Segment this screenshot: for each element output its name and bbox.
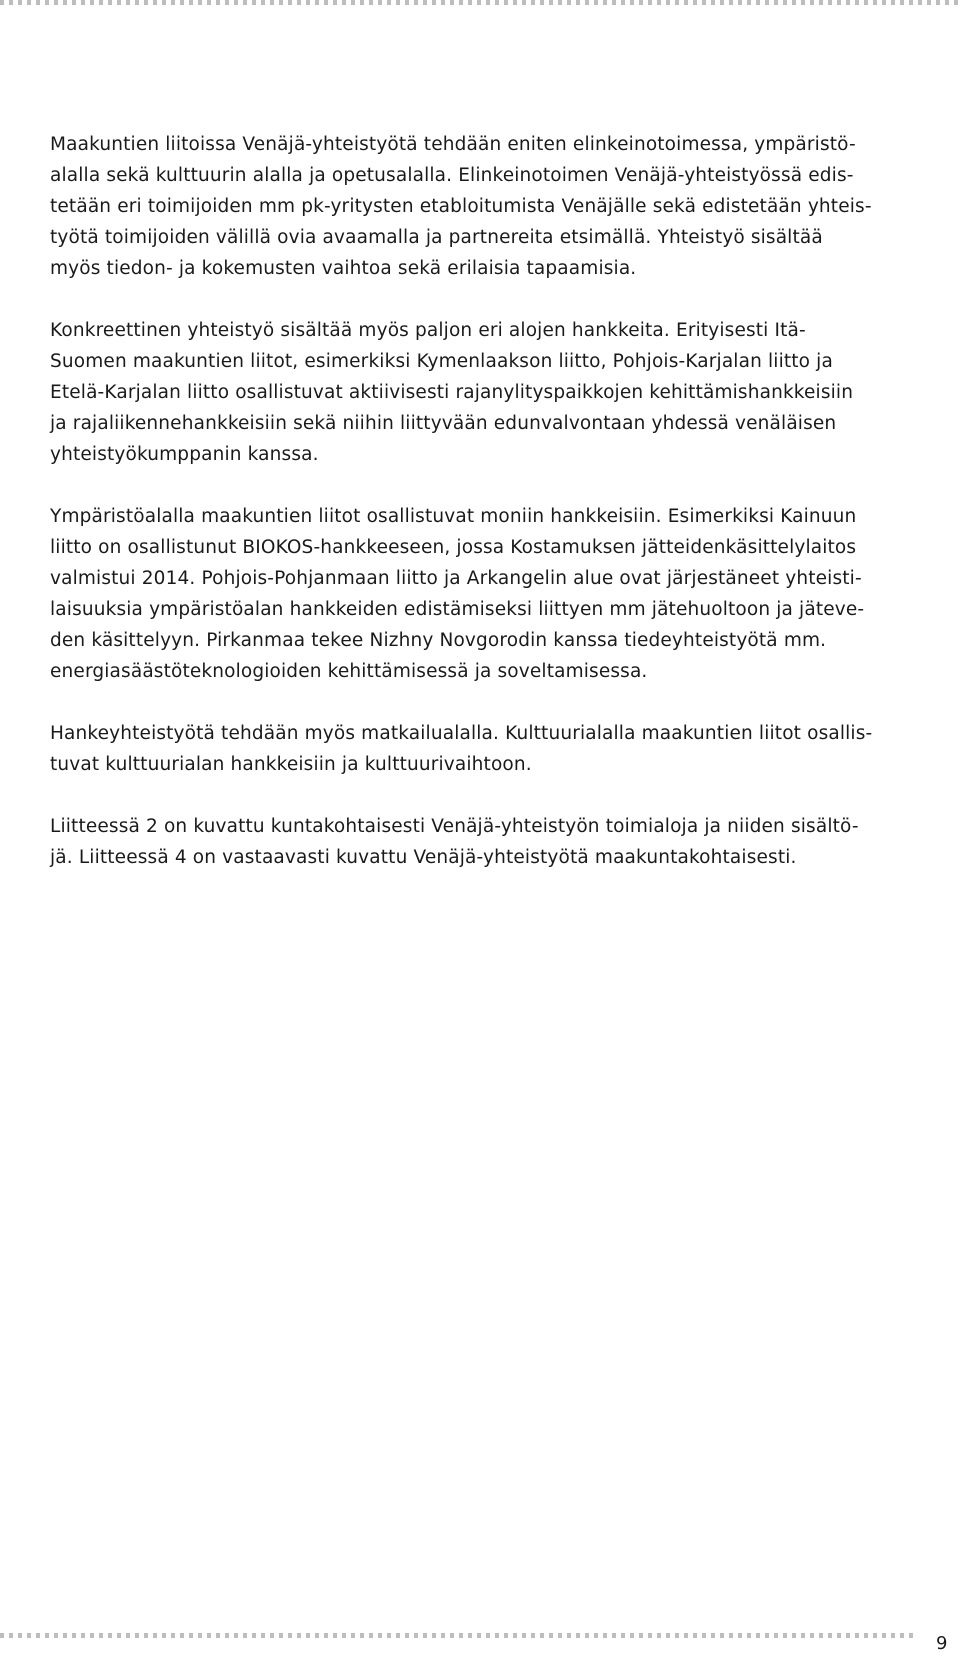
text-line: ja rajaliikennehankkeisiin sekä niihin liittyvään edunvalvontaan yhdessä venäläisen — [50, 413, 837, 434]
text-line: laisuuksia ympäristöalan hankkeiden edistämiseksi liittyen mm jätehuoltoon ja jäteve- — [50, 599, 865, 620]
text-line: den käsittelyyn. Pirkanmaa tekee Nizhny Novgorodin kanssa tiedeyhteistyötä mm. — [50, 630, 827, 651]
document-body — [50, 129, 902, 904]
paragraph-1 — [50, 129, 902, 284]
text-line: Suomen maakuntien liitot, esimerkiksi Kymenlaakson liitto, Pohjois-Karjalan liitto ja — [50, 351, 833, 372]
text-line: Etelä-Karjalan liitto osallistuvat aktiivisesti rajanylityspaikkojen kehittämishankkeisiin — [50, 382, 854, 403]
text-line: jä. Liitteessä 4 on vastaavasti kuvattu Venäjä-yhteistyötä maakuntakohtaisesti. — [50, 847, 797, 868]
text-line: liitto on osallistunut BIOKOS-hankkeeseen, jossa Kostamuksen jätteidenkäsittelylaitos — [50, 537, 857, 558]
text-line: Maakuntien liitoissa Venäjä-yhteistyötä tehdään eniten elinkeinotoimessa, ympäristö- — [50, 134, 856, 155]
page-number: 9 — [936, 1633, 948, 1654]
text-line: valmistui 2014. Pohjois-Pohjanmaan liitto ja Arkangelin alue ovat järjestäneet yhteisti- — [50, 568, 862, 589]
text-line: energiasäästöteknologioiden kehittämisessä ja soveltamisessa. — [50, 661, 648, 682]
paragraph-5 — [50, 811, 902, 873]
top-dotted-rule — [0, 0, 960, 5]
text-line: Hankeyhteistyötä tehdään myös matkailualalla. Kulttuurialalla maakuntien liitot osallis- — [50, 723, 873, 744]
paragraph-3 — [50, 501, 902, 687]
text-line: alalla sekä kulttuurin alalla ja opetusalalla. Elinkeinotoimen Venäjä-yhteistyössä edis- — [50, 165, 854, 186]
text-line: myös tiedon- ja kokemusten vaihtoa sekä erilaisia tapaamisia. — [50, 258, 637, 279]
paragraph-2 — [50, 315, 902, 470]
paragraph-4 — [50, 718, 902, 780]
text-line: Konkreettinen yhteistyö sisältää myös paljon eri alojen hankkeita. Erityisesti Itä- — [50, 320, 806, 341]
text-line: tuvat kulttuurialan hankkeisiin ja kulttuurivaihtoon. — [50, 754, 532, 775]
text-line: Liitteessä 2 on kuvattu kuntakohtaisesti Venäjä-yhteistyön toimialoja ja niiden sisältö- — [50, 816, 859, 837]
bottom-dotted-rule — [0, 1633, 916, 1638]
text-line: tetään eri toimijoiden mm pk-yritysten etabloitumista Venäjälle sekä edistetään yhteis- — [50, 196, 872, 217]
text-line: Ympäristöalalla maakuntien liitot osallistuvat moniin hankkeisiin. Esimerkiksi Kainuun — [50, 506, 857, 527]
text-line: yhteistyökumppanin kanssa. — [50, 444, 319, 465]
text-line: työtä toimijoiden välillä ovia avaamalla ja partnereita etsimällä. Yhteistyö sisältää — [50, 227, 823, 248]
